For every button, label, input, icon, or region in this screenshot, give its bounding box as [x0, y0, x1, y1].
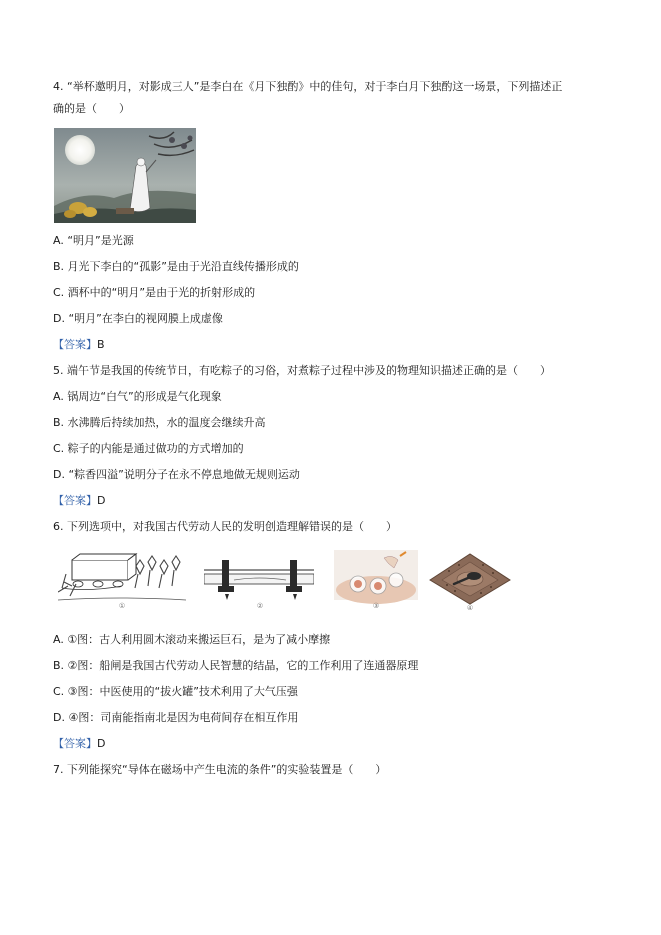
- q7-stem: 7. 下列能探究“导体在磁场中产生电流的条件”的实验装置是（ ）: [53, 763, 387, 776]
- q6-answer-value: D: [97, 737, 106, 750]
- li-bai-moon-illustration: [54, 128, 196, 223]
- q5-option-d: D. “粽香四溢”说明分子在永不停息地做无规则运动: [53, 468, 300, 481]
- figure-caption-2: ②: [256, 602, 264, 610]
- q6-option-c: C. ③图：中医使用的“拔火罐”技术利用了大气压强: [53, 685, 298, 698]
- q6-option-a: A. ①图：古人利用圆木滚动来搬运巨石，是为了减小摩擦: [53, 633, 331, 646]
- q4-stem-line1: 4. “举杯邀明月，对影成三人”是李白在《月下独酌》中的佳句，对于李白月下独酌这一场景，下列描述正: [53, 80, 563, 93]
- cupping-figure: [334, 550, 418, 610]
- q4-option-a: A. “明月”是光源: [53, 234, 134, 247]
- sinan-compass-figure: [424, 550, 514, 610]
- q5-option-b: B. 水沸腾后持续加热，水的温度会继续升高: [53, 416, 266, 429]
- q6-option-d: D. ④图：司南能指南北是因为电荷间存在相互作用: [53, 711, 299, 724]
- q4-option-d: D. “明月”在李白的视网膜上成虚像: [53, 312, 223, 325]
- figure-caption-1: ①: [118, 602, 126, 610]
- q6-stem: 6. 下列选项中，对我国古代劳动人民的发明创造理解错误的是（ ）: [53, 520, 397, 533]
- q5-stem: 5. 端午节是我国的传统节日，有吃粽子的习俗，对煮粽子过程中涉及的物理知识描述正确的是（ ）: [53, 364, 551, 377]
- figure-caption-4: ④: [466, 604, 474, 610]
- figure-caption-3: ③: [372, 602, 380, 610]
- q5-answer-value: D: [97, 494, 106, 507]
- q4-option-b: B. 月光下李白的“孤影”是由于光沿直线传播形成的: [53, 260, 299, 273]
- q4-answer: [53, 337, 105, 353]
- q5-answer-tag: 【答案】: [53, 494, 97, 507]
- q6-answer: [53, 736, 105, 752]
- q6-option-b: B. ②图：船闸是我国古代劳动人民智慧的结晶，它的工作利用了连通器原理: [53, 659, 419, 672]
- q4-option-c: C. 酒杯中的“明月”是由于光的折射形成的: [53, 286, 256, 299]
- q5-option-a: A. 锅周边“白气”的形成是气化现象: [53, 390, 222, 403]
- q5-answer: [53, 493, 105, 509]
- q4-stem-line2: 确的是（ ）: [53, 102, 130, 115]
- q4-answer-value: B: [97, 338, 105, 351]
- q5-option-c: C. 粽子的内能是通过做功的方式增加的: [53, 442, 244, 455]
- ship-lock-figure: [204, 556, 314, 610]
- moon-icon: [65, 135, 95, 165]
- q6-answer-tag: 【答案】: [53, 737, 97, 750]
- rolling-logs-figure: [58, 552, 186, 610]
- q4-answer-tag: 【答案】: [53, 338, 97, 351]
